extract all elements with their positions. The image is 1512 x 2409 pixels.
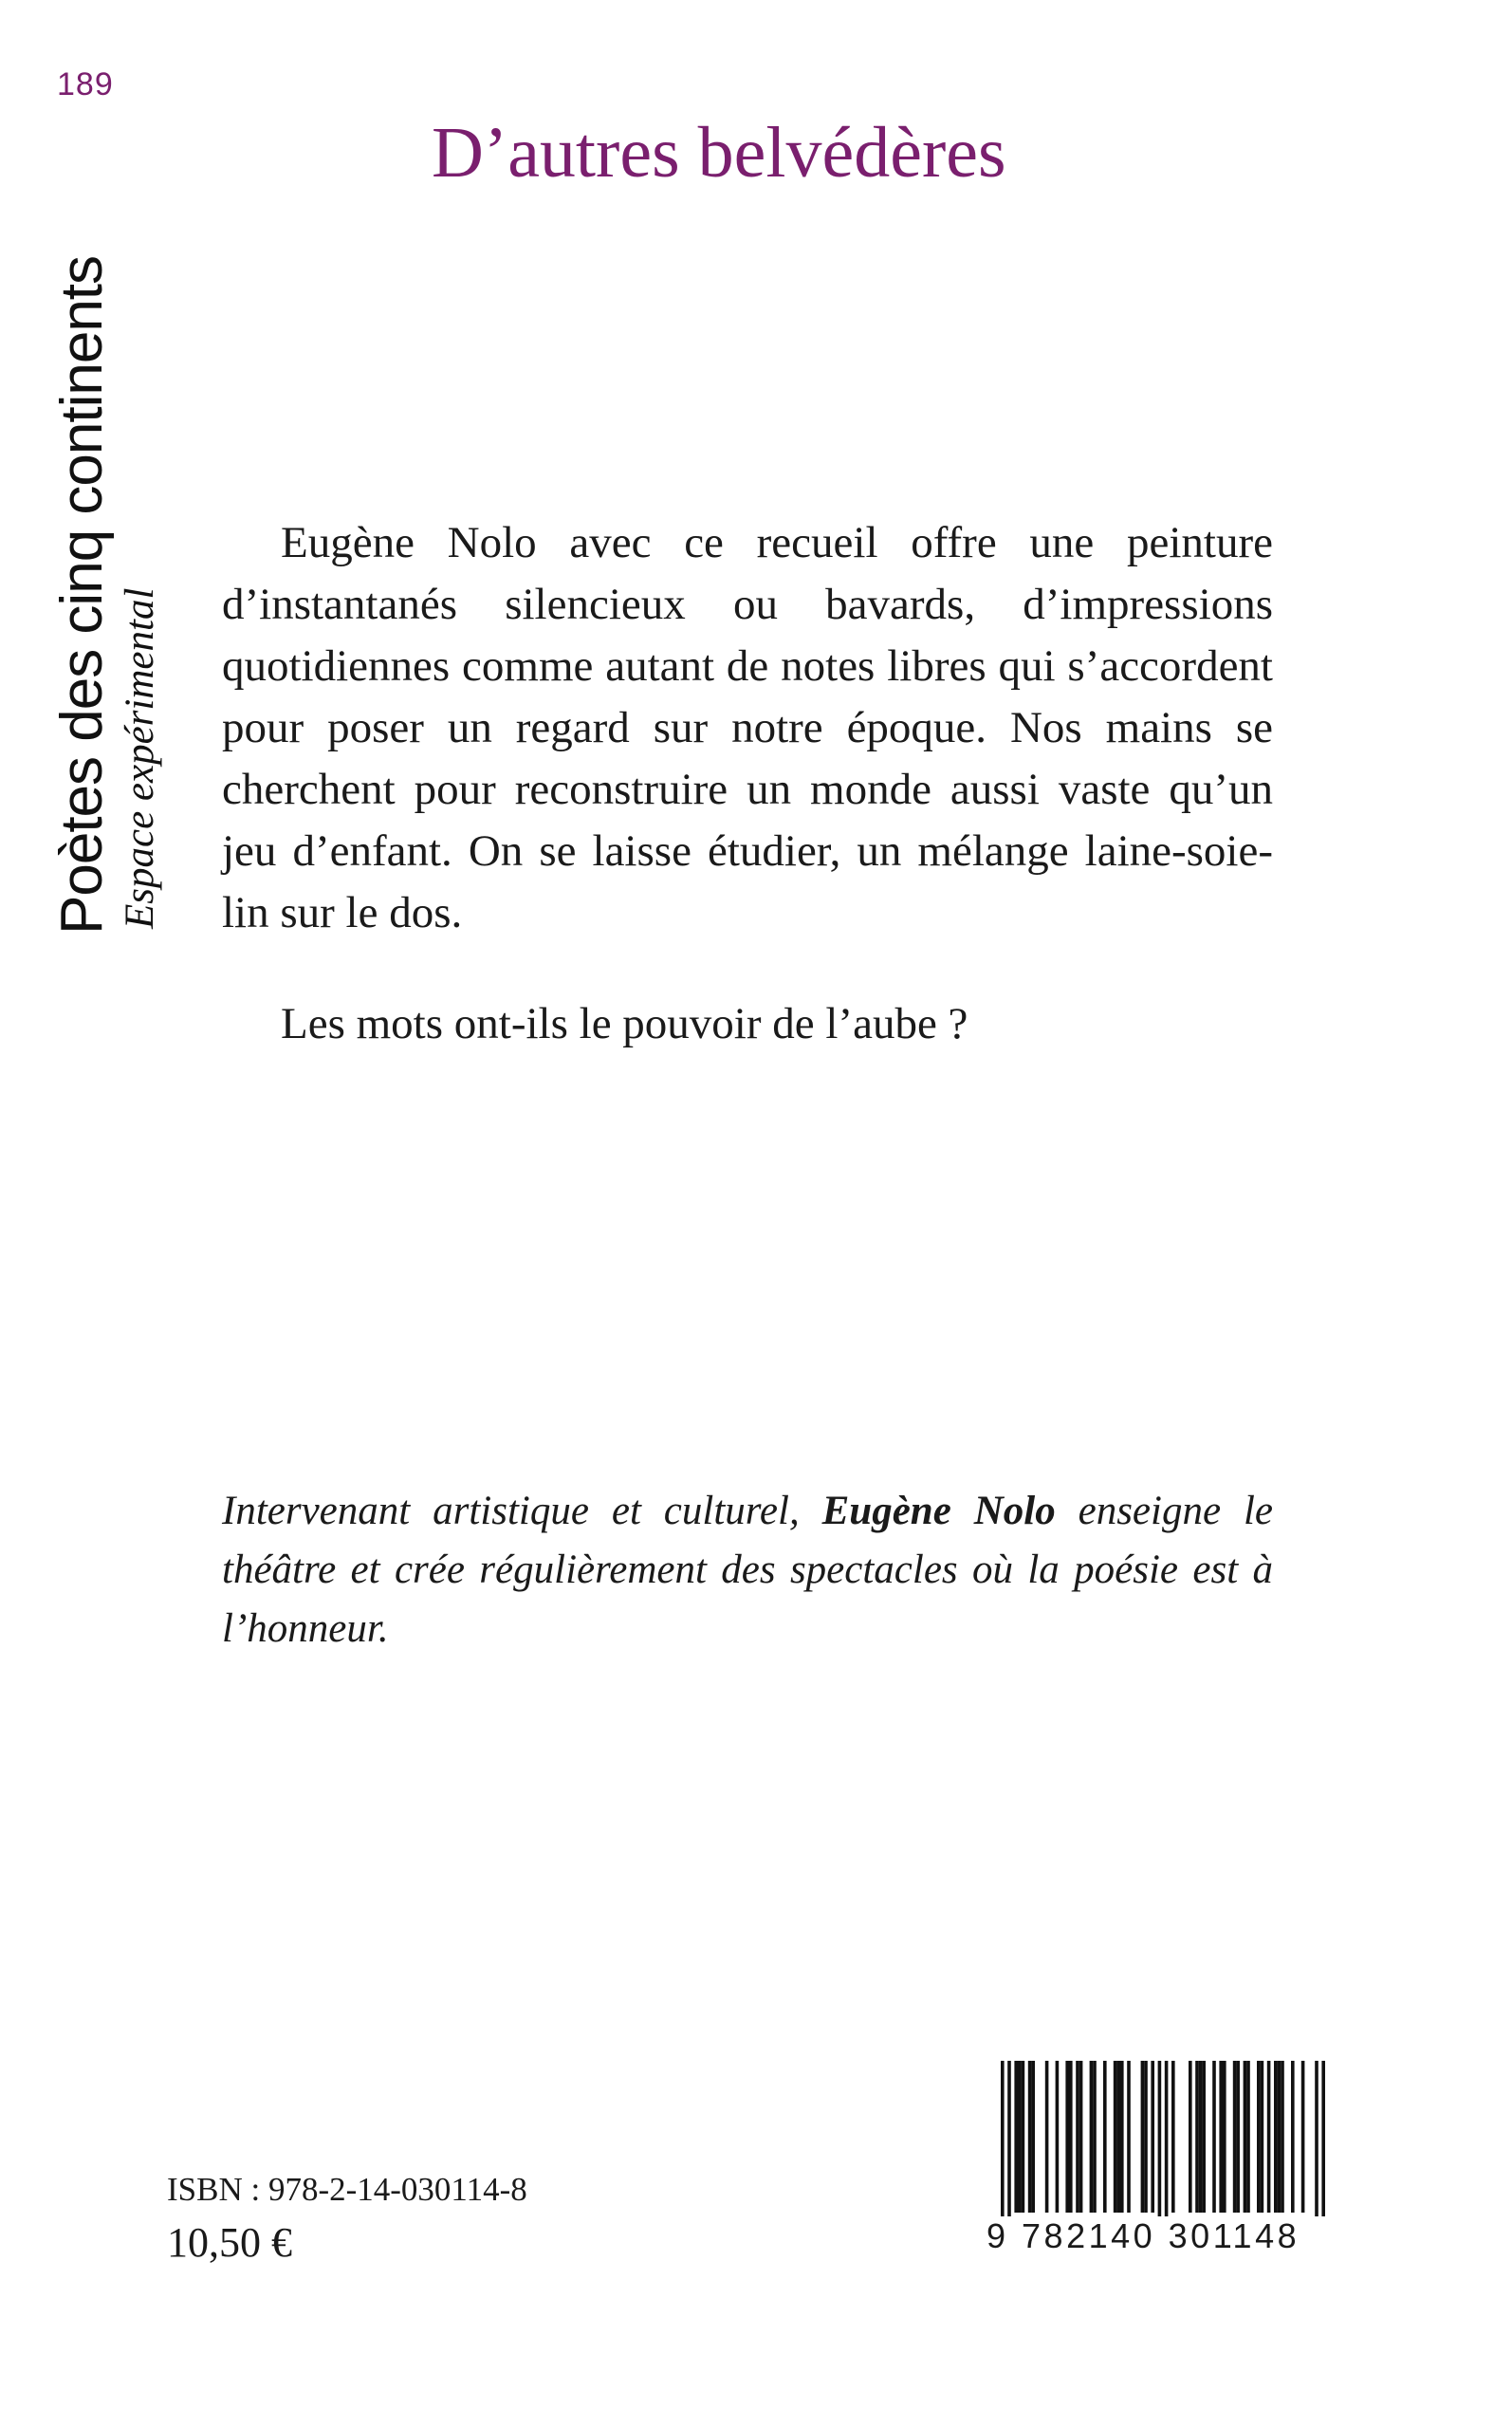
- barcode-bar: [1244, 2061, 1247, 2213]
- barcode-bar: [1212, 2061, 1216, 2213]
- barcode-bar: [1045, 2061, 1049, 2213]
- barcode-bar: [1014, 2061, 1018, 2213]
- barcode-bar: [1257, 2061, 1261, 2213]
- series-subtitle: Espace expérimental: [118, 587, 162, 929]
- barcode-bar: [1151, 2061, 1154, 2213]
- barcode-bar: [1018, 2061, 1022, 2213]
- barcode-bar: [1236, 2061, 1240, 2213]
- barcode-bar: [1090, 2061, 1094, 2213]
- barcode-bar: [1127, 2061, 1131, 2213]
- series-number: 189: [57, 66, 114, 102]
- barcode-bar: [1093, 2061, 1097, 2213]
- barcode-bar: [1246, 2061, 1250, 2213]
- barcode-bar: [1223, 2061, 1226, 2213]
- isbn: ISBN : 978-2-14-030114-8: [167, 2171, 527, 2208]
- barcode-bar: [1065, 2061, 1069, 2213]
- barcode-bar: [1076, 2061, 1079, 2213]
- blurb-question: Les mots ont-ils le pouvoir de l’aube ?: [281, 999, 968, 1048]
- series-spine: [49, 128, 173, 935]
- barcode-bar: [1301, 2061, 1305, 2213]
- bio-author-name: Eugène Nolo: [821, 1489, 1056, 1533]
- barcode-bar: [1028, 2061, 1032, 2213]
- blurb-paragraph: Eugène Nolo avec ce recueil offre une peinture d’instantanés silencieux ou bavards, d’impressions quotidiennes comme autant de notes libres qui s’accordent pour poser un regard sur notre époque. Nos mains se cherchent pour reconstruire un monde aussi vaste qu’un jeu d’enfant. On se laisse étudier, un mélange laine-soie-lin sur le dos.: [222, 518, 1273, 937]
- book-title: D’autres belvédères: [432, 113, 1006, 193]
- bio-text-end: enseigne le théâtre et crée régulièrement des spectacles où la poésie est à l’honneur.: [222, 1489, 1273, 1651]
- barcode-bar: [1114, 2061, 1117, 2213]
- author-bio: [222, 1482, 1273, 1659]
- barcode-bar: [1195, 2061, 1199, 2213]
- barcode-bar: [1189, 2061, 1192, 2213]
- barcode-bar: [1267, 2061, 1271, 2213]
- blurb: [222, 512, 1273, 1055]
- barcode-bar: [1291, 2061, 1295, 2213]
- barcode-bar: [1069, 2061, 1073, 2213]
- barcode-bar: [1056, 2061, 1060, 2213]
- barcode-bar: [1199, 2061, 1203, 2213]
- barcode-bar: [1031, 2061, 1035, 2213]
- barcode-bar: [1274, 2061, 1278, 2213]
- barcode-bar: [1116, 2061, 1120, 2213]
- barcode-bar: [1103, 2061, 1107, 2213]
- barcode-digits: 9 782140 301148: [986, 2216, 1330, 2256]
- barcode-bar: [1171, 2061, 1175, 2213]
- barcode-bar: [1079, 2061, 1083, 2213]
- price: 10,50 €: [167, 2219, 292, 2266]
- barcode-bar: [1219, 2061, 1223, 2213]
- bio-text-start: Intervenant artistique et culturel,: [222, 1489, 822, 1533]
- barcode-bar: [1281, 2061, 1284, 2213]
- barcode-bar: [1261, 2061, 1264, 2213]
- barcode-bar: [1141, 2061, 1145, 2213]
- barcode-bar: [1233, 2061, 1237, 2213]
- barcode-bar: [1144, 2061, 1148, 2213]
- series-title: Poètes des cinq continents: [49, 255, 115, 935]
- barcode-bar: [1022, 2061, 1025, 2213]
- barcode-bar: [1278, 2061, 1282, 2213]
- barcode-bar: [1120, 2061, 1124, 2213]
- barcode-bar: [1202, 2061, 1206, 2213]
